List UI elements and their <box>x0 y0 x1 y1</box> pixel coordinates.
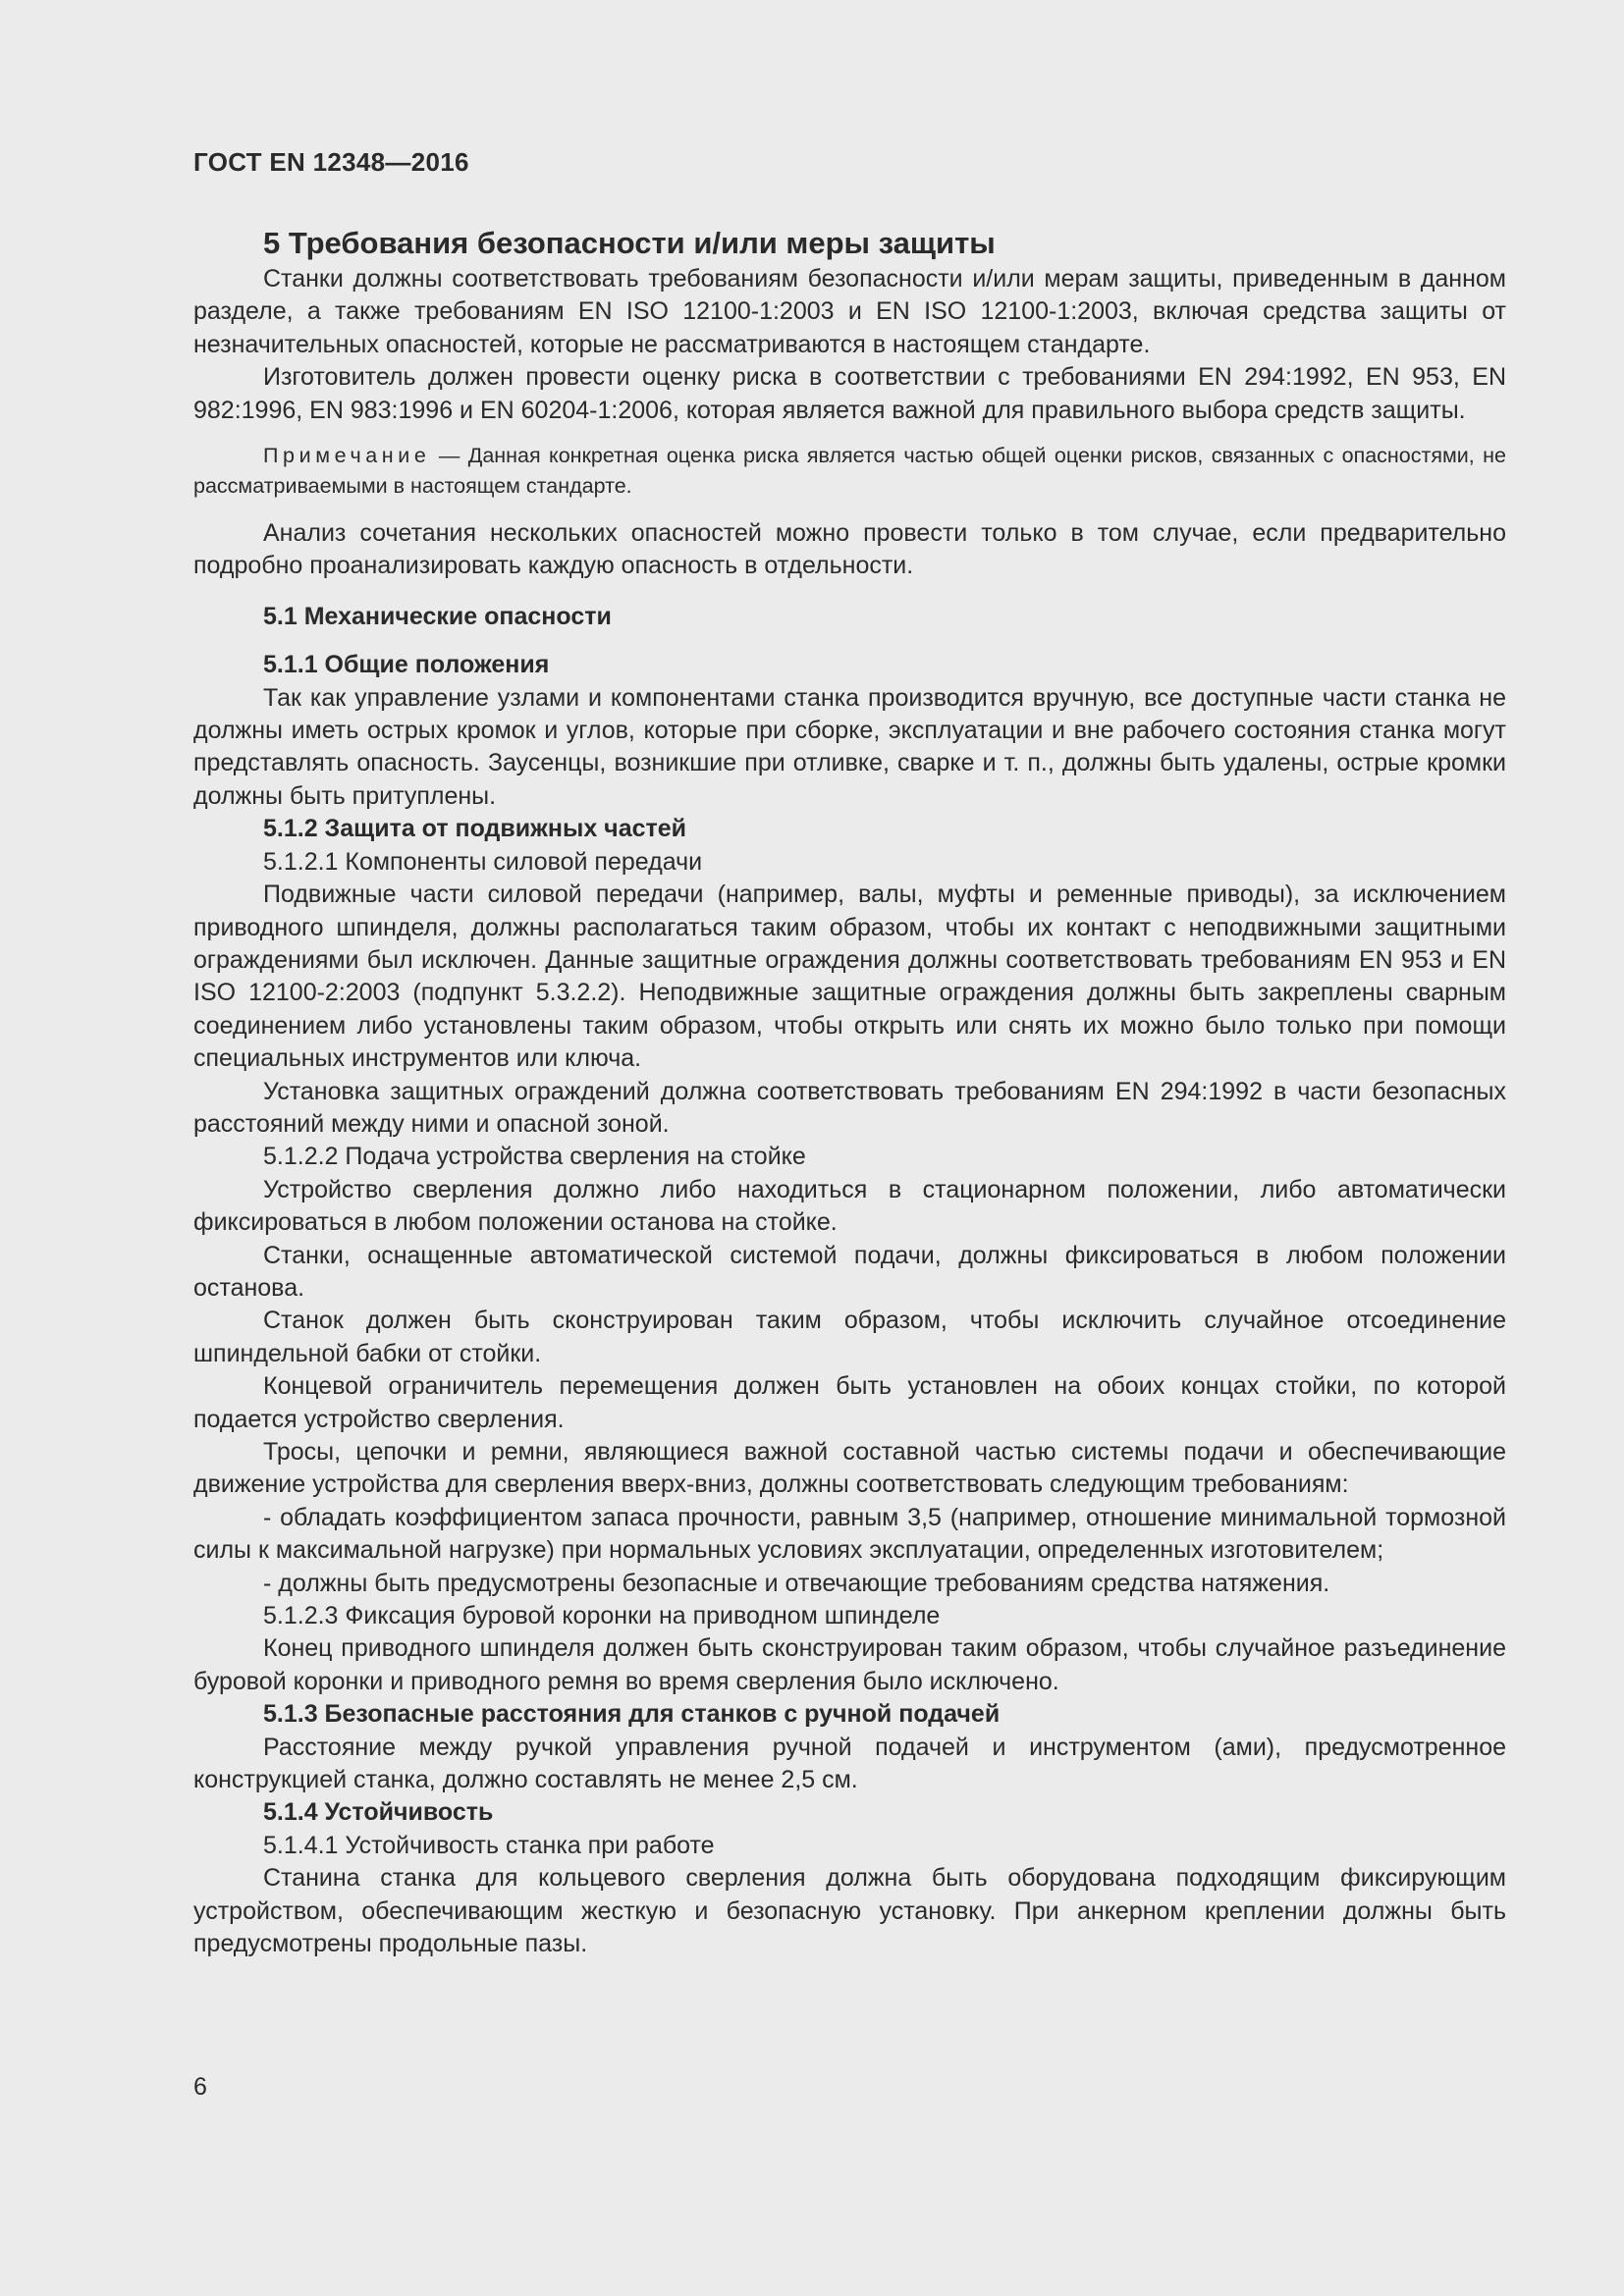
clause-title: 5.1.2.2 Подача устройства сверления на стойке <box>263 1143 806 1171</box>
paragraph: Тросы, цепочки и ремни, являющиеся важной составной частью системы подачи и обеспечивающие движение устройства для сверления вверх-вниз, должны соответствовать следующим требованиям: <box>193 1438 1506 1499</box>
list-item: - должны быть предусмотрены безопасные и отвечающие требованиям средства натяжения. <box>263 1569 1330 1597</box>
subsection-title: 5.1.4 Устойчивость <box>263 1798 494 1827</box>
clause-title: 5.1.4.1 Устойчивость станка при работе <box>263 1831 715 1859</box>
paragraph: Устройство сверления должно либо находиться в стационарном положении, либо автоматически фиксироваться в любом положении останова на стойке. <box>193 1175 1506 1237</box>
subsection-title: 5.1.1 Общие положения <box>263 651 550 679</box>
paragraph: Станки, оснащенные автоматической системой подачи, должны фиксироваться в любом положении останова. <box>193 1241 1506 1302</box>
document-body <box>193 224 1506 1961</box>
paragraph: Конец приводного шпинделя должен быть сконструирован таким образом, чтобы случайное разъединение буровой коронки и приводного ремня во время сверления было исключено. <box>193 1634 1506 1695</box>
subsection-title: 5.1.2 Защита от подвижных частей <box>263 815 687 843</box>
paragraph: Станина станка для кольцевого сверления должна быть оборудована подходящим фиксирующим устройством, обеспечивающим жесткую и безопасную установку. При анкерном креплении должны быть предусмотрены продольные пазы. <box>193 1864 1506 1958</box>
paragraph: Концевой ограничитель перемещения должен быть установлен на обоих концах стойки, по которой подается устройство сверления. <box>193 1372 1506 1433</box>
paragraph: Станок должен быть сконструирован таким образом, чтобы исключить случайное отсоединение шпиндельной бабки от стойки. <box>193 1307 1506 1367</box>
paragraph: Анализ сочетания нескольких опасностей можно провести только в том случае, если предварительно подробно проанализировать каждую опасность в отдельности. <box>193 519 1506 580</box>
document-code-header: ГОСТ EN 12348—2016 <box>193 147 469 177</box>
paragraph: Станки должны соответствовать требованиям безопасности и/или мерам защиты, приведенным в данном разделе, а также требованиям EN ISO 12100-1:2003 и EN ISO 12100-1:2003, включая средства защиты от незначительных опасностей, которые не рассматриваются в настоящем стандарте. <box>193 265 1506 358</box>
paragraph: Так как управление узлами и компонентами станка производится вручную, все доступные части станка не должны иметь острых кромок и углов, которые при сборке, эксплуатации и вне рабочего состояния станка могут представлять опасность. Заусенцы, возникшие при отливке, сварке и т. п., должны быть удалены, острые кромки должны быть притуплены. <box>193 683 1506 810</box>
section-title: 5 Требования безопасности и/или меры защиты <box>263 226 996 260</box>
clause-title: 5.1.2.1 Компоненты силовой передачи <box>263 847 703 876</box>
note-label: Примечание <box>263 444 431 468</box>
subsection-title: 5.1.3 Безопасные расстояния для станков с ручной подачей <box>263 1700 1001 1729</box>
note <box>193 441 1506 502</box>
paragraph: Установка защитных ограждений должна соответствовать требованиям EN 294:1992 в части безопасных расстояний между ними и опасной зоной. <box>193 1077 1506 1138</box>
paragraph: Изготовитель должен провести оценку риска в соответствии с требованиями EN 294:1992, EN 953, EN 982:1996, EN 983:1996 и EN 60204-1:2006, которая является важной для правильного выбора средств защиты. <box>193 363 1506 424</box>
paragraph: Подвижные части силовой передачи (например, валы, муфты и ременные приводы), за исключением приводного шпинделя, должны располагаться таким образом, чтобы их контакт с неподвижными защитными ограждениями был исключен. Данные защитные ограждения должны соответствовать требованиям EN 953 и EN ISO 12100-2:2003 (подпункт 5.3.2.2). Неподвижные защитные ограждения должны быть закреплены сварным соединением либо установлены таким образом, чтобы открыть или снять их можно было только при помощи специальных инструментов или ключа. <box>193 881 1506 1073</box>
clause-title: 5.1.2.3 Фиксация буровой коронки на приводном шпинделе <box>263 1602 941 1630</box>
page-number: 6 <box>193 2073 207 2101</box>
subsection-title: 5.1 Механические опасности <box>263 602 612 630</box>
paragraph: Расстояние между ручкой управления ручной подачей и инструментом (ами), предусмотренное конструкцией станка, должно составлять не менее 2,5 см. <box>193 1733 1506 1794</box>
list-item: - обладать коэффициентом запаса прочности, равным 3,5 (например, отношение минимальной тормозной силы к максимальной нагрузке) при нормальных условиях эксплуатации, определенных изготовителем; <box>193 1503 1506 1565</box>
note-text: — Данная конкретная оценка риска является частью общей оценки рисков, связанных с опасностями, не рассматриваемыми в настоящем стандарте. <box>193 444 1506 499</box>
